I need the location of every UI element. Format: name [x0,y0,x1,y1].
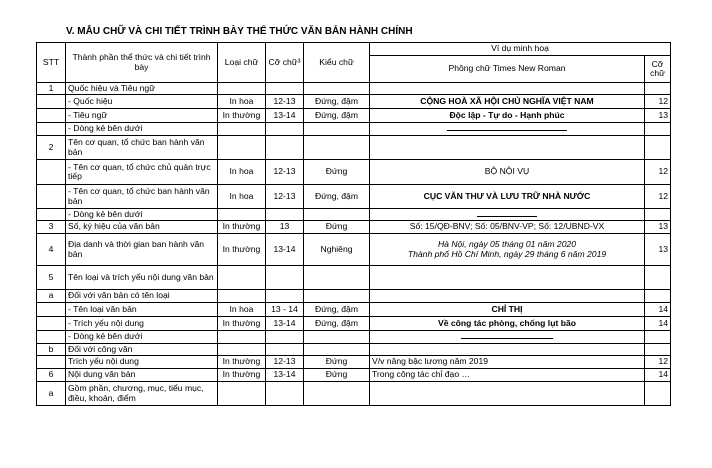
table-row [37,209,671,221]
table-row [37,317,671,331]
cell-case: In hoa [218,185,266,209]
page-title: V. MẪU CHỮ VÀ CHI TIẾT TRÌNH BÀY THỂ THỨC VĂN BẢN HÀNH CHÍNH [66,26,413,37]
cell-component: Số, ký hiệu của văn bản [66,221,218,234]
table-row [37,290,671,303]
cell-style: Đứng, đậm [304,317,370,331]
cell-stt: b [37,344,66,356]
cell-style: Đứng [304,369,370,382]
cell-style: Đứng [304,160,370,185]
table-row [37,123,671,136]
cell-component: Gồm phần, chương, mục, tiểu mục, điều, khoản, điểm [66,382,218,406]
underline-rule [447,127,567,131]
cell-case: In hoa [218,95,266,109]
table-row [37,331,671,344]
table-row [37,369,671,382]
cell-style: Nghiêng [304,234,370,266]
cell-style: Đứng [304,356,370,369]
cell-stt: 3 [37,221,66,234]
cell-ex-size: 13 [645,221,671,234]
cell-ex-size: 13 [645,234,671,266]
table-row [37,185,671,209]
header-ex-size: Cỡ chữ [645,56,671,83]
table-row [37,234,671,266]
cell-size: 13-14 [266,109,304,123]
cell-case: In thường [218,234,266,266]
cell-example: Số: 15/QĐ-BNV; Số: 05/BNV-VP; Số: 12/UBND-VX [370,221,645,234]
cell-component: Đối với văn bản có tên loại [66,290,218,303]
header-component: Thành phần thể thức và chi tiết trình bày [66,43,218,83]
cell-example: CỘNG HOÀ XÃ HỘI CHỦ NGHĨA VIỆT NAM [370,95,645,109]
cell-component: Đối với công văn [66,344,218,356]
cell-component: - Tiêu ngữ [66,109,218,123]
cell-example: CỤC VĂN THƯ VÀ LƯU TRỮ NHÀ NƯỚC [370,185,645,209]
table-row [37,356,671,369]
underline-rule [477,213,537,217]
header-size: Cỡ chữ³ [266,43,304,83]
cell-ex-size: 13 [645,109,671,123]
cell-stt: 1 [37,83,66,95]
cell-case: In hoa [218,160,266,185]
cell-size: 12-13 [266,160,304,185]
table-row [37,95,671,109]
cell-example: Trong công tác chỉ đạo … [370,369,645,382]
cell-component: - Tên cơ quan, tổ chức chủ quản trực tiếp [66,160,218,185]
cell-size: 13-14 [266,369,304,382]
cell-stt: 6 [37,369,66,382]
cell-size: 13-14 [266,234,304,266]
cell-example: Độc lập - Tự do - Hạnh phúc [370,109,645,123]
header-style: Kiểu chữ [304,43,370,83]
cell-component: - Dòng kẻ bên dưới [66,331,218,344]
cell-case: In hoa [218,303,266,317]
cell-component: - Quốc hiệu [66,95,218,109]
cell-component: Tên cơ quan, tổ chức ban hành văn bản [66,136,218,160]
cell-stt: 2 [37,136,66,160]
cell-size: 12-13 [266,356,304,369]
cell-example [370,234,645,266]
example-line-2: Thành phố Hồ Chí Minh, ngày 29 tháng 6 năm 2019 [407,248,607,259]
table-row [37,83,671,95]
cell-component: Nội dung văn bản [66,369,218,382]
table-row [37,344,671,356]
cell-style: Đứng, đậm [304,303,370,317]
cell-stt: 4 [37,234,66,266]
table-row [37,160,671,185]
cell-ex-size: 12 [645,95,671,109]
underline-rule [461,335,553,339]
table-row [37,136,671,160]
cell-component: Trích yếu nội dung [66,356,218,369]
cell-ex-size: 12 [645,356,671,369]
cell-ex-size: 14 [645,317,671,331]
header-example: Ví dụ minh hoạ [370,43,671,56]
cell-style: Đứng, đậm [304,185,370,209]
format-table [36,42,671,406]
cell-case: In thường [218,221,266,234]
table-row [37,303,671,317]
cell-ex-size: 12 [645,185,671,209]
table-row [37,109,671,123]
cell-example-line [370,123,645,136]
cell-component: - Trích yếu nội dung [66,317,218,331]
cell-stt: a [37,290,66,303]
cell-component: - Dòng kẻ bên dưới [66,123,218,136]
cell-style: Đứng, đậm [304,95,370,109]
cell-component: - Tên loại văn bản [66,303,218,317]
table-row [37,266,671,290]
header-case: Loại chữ [218,43,266,83]
cell-size: 13 [266,221,304,234]
cell-size: 12-13 [266,95,304,109]
cell-component: - Tên cơ quan, tổ chức ban hành văn bản [66,185,218,209]
cell-component: - Dòng kẻ bên dưới [66,209,218,221]
cell-component: Tên loại và trích yếu nội dung văn bản [66,266,218,290]
cell-case: In thường [218,109,266,123]
cell-example: CHỈ THỊ [370,303,645,317]
cell-component: Quốc hiệu và Tiêu ngữ [66,83,218,95]
cell-stt: 5 [37,266,66,290]
cell-size: 12-13 [266,185,304,209]
cell-example-line [370,209,645,221]
cell-example: V/v nâng bậc lương năm 2019 [370,356,645,369]
example-line-1: Hà Nội, ngày 05 tháng 01 năm 2020 [437,239,577,249]
cell-example: BỘ NỘI VỤ [370,160,645,185]
cell-ex-size: 14 [645,369,671,382]
cell-component: Địa danh và thời gian ban hành văn bản [66,234,218,266]
cell-example: Về công tác phòng, chống lụt bão [370,317,645,331]
table-row [37,382,671,406]
cell-style: Đứng, đậm [304,109,370,123]
cell-example-line [370,331,645,344]
header-stt: STT [37,43,66,83]
cell-case: In thường [218,317,266,331]
header-font: Phông chữ Times New Roman [370,56,645,83]
cell-case: In thường [218,356,266,369]
cell-size: 13-14 [266,317,304,331]
cell-style: Đứng [304,221,370,234]
cell-case: In thường [218,369,266,382]
cell-size: 13 - 14 [266,303,304,317]
cell-ex-size: 12 [645,160,671,185]
table-row [37,221,671,234]
cell-ex-size: 14 [645,303,671,317]
cell-stt: a [37,382,66,406]
